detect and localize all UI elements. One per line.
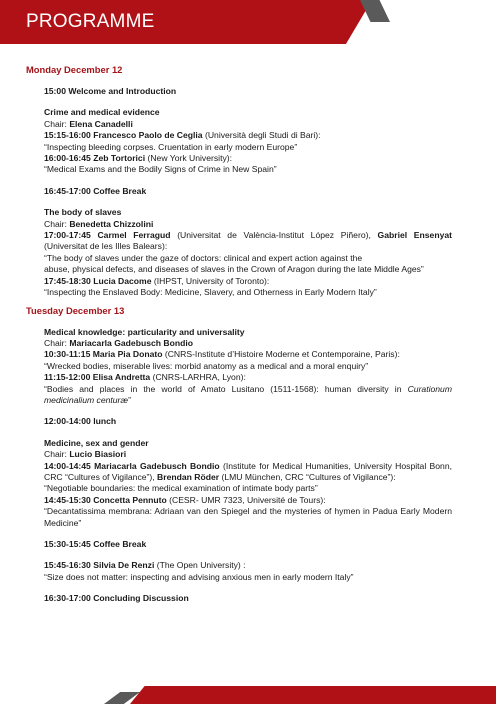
talk-line: 17:00-17:45 Carmel Ferragud (Universitat de València-Institut López Piñero), Gabriel Ensenyat (Universitat de les Illes Balears): bbox=[44, 230, 452, 252]
talk-line: 16:00-16:45 Zeb Tortorici (New York University): bbox=[44, 153, 233, 164]
coffee-break-1: 16:45-17:00 Coffee Break bbox=[44, 185, 147, 196]
session-medical-knowledge bbox=[44, 327, 452, 407]
talk-title: “Bodies and places in the world of Amato Lusitano (1511-1568): human diversity in Curationum medicinalium centuræ” bbox=[44, 383, 452, 405]
chair-line: Chair: Lucio Biasiori bbox=[44, 449, 127, 460]
welcome-line: 15:00 Welcome and Introduction bbox=[44, 86, 177, 96]
talk-line: 10:30-11:15 Maria Pia Donato (CNRS-Institute d’Histoire Moderne et Contemporaine, Paris): bbox=[44, 349, 400, 360]
session-welcome bbox=[44, 86, 452, 97]
talk-line: 14:45-15:30 Concetta Pennuto (CESR- UMR 7323, Université de Tours): bbox=[44, 494, 326, 505]
chair-line: Chair: Elena Canadelli bbox=[44, 118, 133, 129]
talk-title: “Inspecting the Enslaved Body: Medicine, Slavery, and Otherness in Early Modern Italy” bbox=[44, 287, 377, 298]
talk-title: “Decantatissima membrana: Adriaan van den Spiegel and the mysteries of hymen in Padua Early Modern Medicine” bbox=[44, 506, 452, 528]
talk-title: “Negotiable boundaries: the medical examination of intimate body parts” bbox=[44, 483, 318, 494]
footer-band bbox=[130, 686, 496, 704]
session-crime-evidence bbox=[44, 107, 452, 175]
session-title: Medicine, sex and gender bbox=[44, 437, 149, 448]
chair-line: Chair: Benedetta Chizzolini bbox=[44, 218, 154, 229]
chair-line: Chair: Mariacarla Gadebusch Bondio bbox=[44, 337, 193, 348]
session-title: The body of slaves bbox=[44, 207, 122, 218]
day-heading-tuesday: Tuesday December 13 bbox=[26, 304, 125, 316]
talk-line: 15:45-16:30 Silvia De Renzi (The Open University) : bbox=[44, 560, 246, 571]
talk-title: “Medical Exams and the Bodily Signs of Crime in New Spain” bbox=[44, 164, 277, 175]
talk-title: “The body of slaves under the gaze of doctors: clinical and expert action against the bbox=[44, 252, 363, 263]
session-de-renzi bbox=[44, 560, 452, 583]
session-body-slaves bbox=[44, 207, 452, 298]
session-title: Crime and medical evidence bbox=[44, 107, 160, 118]
talk-title: “Wrecked bodies, miserable lives: morbid anatomy as a medical and a moral enquiry” bbox=[44, 360, 369, 371]
talk-line: 14:00-14:45 Mariacarla Gadebusch Bondio (Institute for Medical Humanities, University Hospital Bonn, CRC “Cultures of Vigilance”), Brendan Röder (LMU München, CRC “Cultures of Vigilance”): bbox=[44, 460, 452, 482]
talk-title: abuse, physical defects, and diseases of slaves in the Crown of Aragon during the late Middle Ages” bbox=[44, 264, 424, 275]
day-heading-monday: Monday December 12 bbox=[26, 64, 123, 75]
concluding-discussion: 16:30-17:00 Concluding Discussion bbox=[44, 593, 189, 604]
page-title: PROGRAMME bbox=[26, 11, 155, 32]
talk-line: 11:15-12:00 Elisa Andretta (CNRS-LARHRA, Lyon): bbox=[44, 372, 246, 383]
coffee-break-2: 15:30-15:45 Coffee Break bbox=[44, 539, 147, 549]
session-title: Medical knowledge: particularity and universality bbox=[44, 326, 245, 337]
talk-title: “Inspecting bleeding corpses. Cruentation in early modern Europe” bbox=[44, 141, 298, 152]
programme-content bbox=[0, 64, 496, 605]
session-sex-gender bbox=[44, 438, 452, 529]
talk-line: 15:15-16:00 Francesco Paolo de Ceglia (Università degli Studi di Bari): bbox=[44, 130, 321, 141]
talk-line: 17:45-18:30 Lucia Dacome (IHPST, University of Toronto): bbox=[44, 275, 270, 286]
talk-title: “Size does not matter: inspecting and advising anxious men in early modern Italy” bbox=[44, 571, 354, 582]
lunch-break: 12:00-14:00 lunch bbox=[44, 416, 117, 427]
